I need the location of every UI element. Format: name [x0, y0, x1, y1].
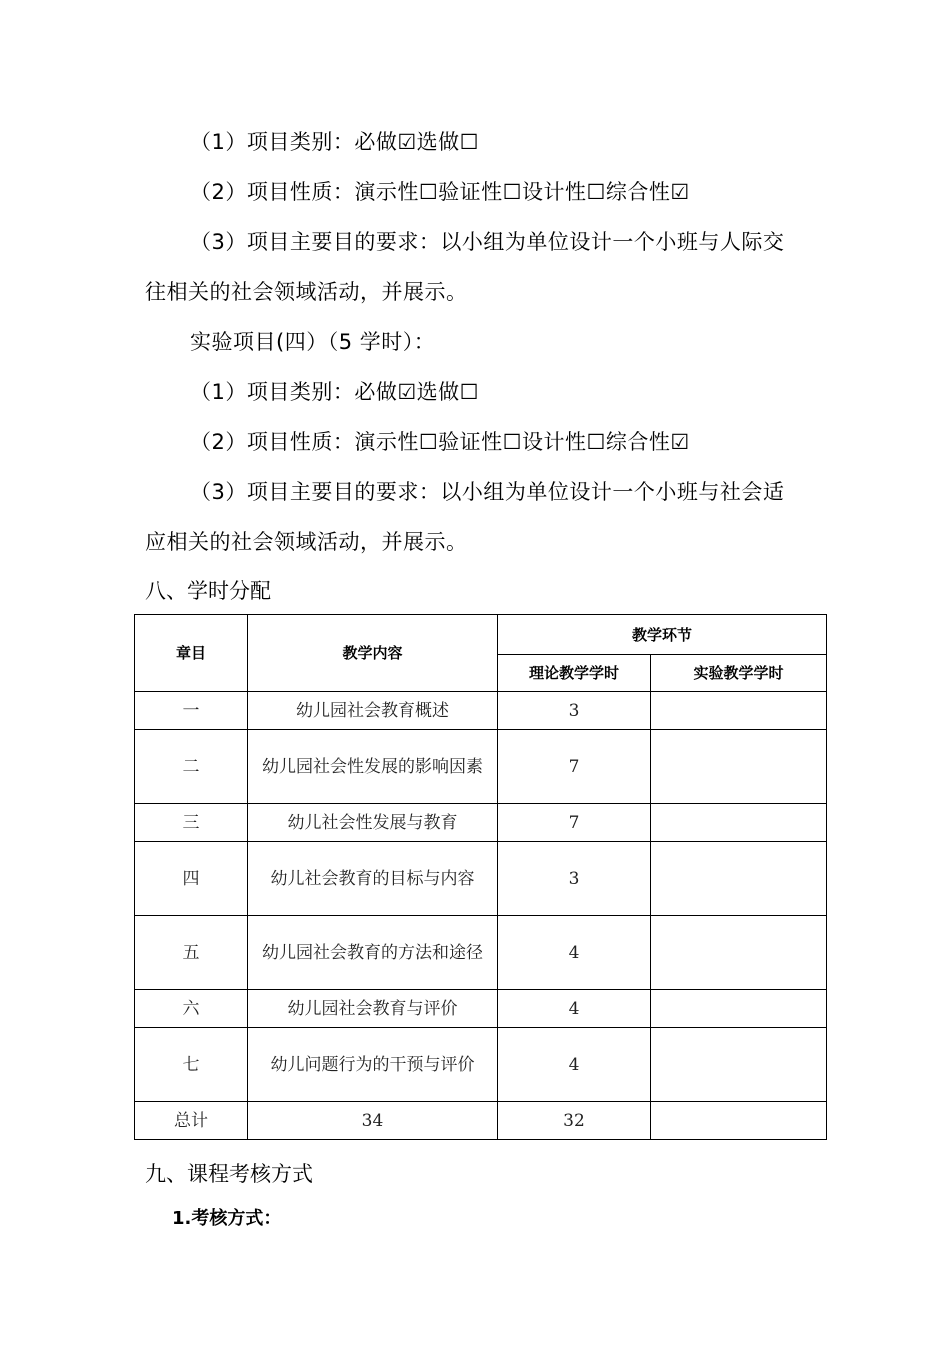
- total-theory-hours: 32: [498, 1102, 651, 1140]
- row-experiment-hours: [651, 916, 827, 990]
- row-content: 幼儿社会性发展与教育: [248, 804, 498, 842]
- project3-requirement-line2: 往相关的社会领域活动，并展示。: [145, 280, 468, 304]
- total-experiment-hours: [651, 1102, 827, 1140]
- project3-category: （1）项目类别：必做☑选做☐: [190, 130, 480, 154]
- row-experiment-hours: [651, 692, 827, 730]
- row-experiment-hours: [651, 1028, 827, 1102]
- table-row: [135, 730, 827, 804]
- table-row: [135, 916, 827, 990]
- row-content: 幼儿园社会教育概述: [248, 692, 498, 730]
- table-row: [135, 990, 827, 1028]
- table-row: [135, 692, 827, 730]
- header-teaching-segment: 教学环节: [498, 615, 827, 655]
- row-chapter: 三: [135, 804, 248, 842]
- total-content-hours: 34: [248, 1102, 498, 1140]
- project4-requirement-line2: 应相关的社会领域活动，并展示。: [145, 530, 468, 554]
- header-content: 教学内容: [248, 615, 498, 692]
- project4-category: （1）项目类别：必做☑选做☐: [190, 380, 480, 404]
- row-content: 幼儿社会教育的目标与内容: [248, 842, 498, 916]
- experiment-project-4-title: 实验项目(四）（5 学时）：: [190, 330, 436, 354]
- row-experiment-hours: [651, 730, 827, 804]
- row-experiment-hours: [651, 804, 827, 842]
- total-label: 总计: [135, 1102, 248, 1140]
- row-content: 幼儿园社会教育与评价: [248, 990, 498, 1028]
- project4-requirement-line1: （3）项目主要目的要求：以小组为单位设计一个小班与社会适: [190, 480, 785, 504]
- row-content: 幼儿园社会教育的方法和途径: [248, 916, 498, 990]
- assessment-method-subtitle: 1.考核方式：: [172, 1208, 282, 1229]
- table-row: [135, 1028, 827, 1102]
- row-theory-hours: 4: [498, 916, 651, 990]
- row-experiment-hours: [651, 990, 827, 1028]
- section-9-title: 九、课程考核方式: [145, 1162, 313, 1186]
- row-chapter: 五: [135, 916, 248, 990]
- project3-requirement-line1: （3）项目主要目的要求：以小组为单位设计一个小班与人际交: [190, 230, 785, 254]
- row-chapter: 一: [135, 692, 248, 730]
- row-theory-hours: 3: [498, 842, 651, 916]
- header-chapter: 章目: [135, 615, 248, 692]
- project4-nature: （2）项目性质：演示性☐验证性☐设计性☐综合性☑: [190, 430, 690, 454]
- header-theory-hours: 理论教学学时: [498, 655, 651, 692]
- table-row: [135, 804, 827, 842]
- table-total-row: [135, 1102, 827, 1140]
- row-content: 幼儿问题行为的干预与评价: [248, 1028, 498, 1102]
- row-theory-hours: 4: [498, 1028, 651, 1102]
- hours-allocation-table: [134, 614, 827, 1140]
- row-theory-hours: 7: [498, 730, 651, 804]
- table-row: [135, 842, 827, 916]
- row-theory-hours: 7: [498, 804, 651, 842]
- row-content: 幼儿园社会性发展的影响因素: [248, 730, 498, 804]
- row-theory-hours: 3: [498, 692, 651, 730]
- row-theory-hours: 4: [498, 990, 651, 1028]
- header-experiment-hours: 实验教学学时: [651, 655, 827, 692]
- row-chapter: 七: [135, 1028, 248, 1102]
- section-8-title: 八、学时分配: [145, 579, 271, 603]
- row-experiment-hours: [651, 842, 827, 916]
- row-chapter: 六: [135, 990, 248, 1028]
- row-chapter: 二: [135, 730, 248, 804]
- project3-nature: （2）项目性质：演示性☐验证性☐设计性☐综合性☑: [190, 180, 690, 204]
- row-chapter: 四: [135, 842, 248, 916]
